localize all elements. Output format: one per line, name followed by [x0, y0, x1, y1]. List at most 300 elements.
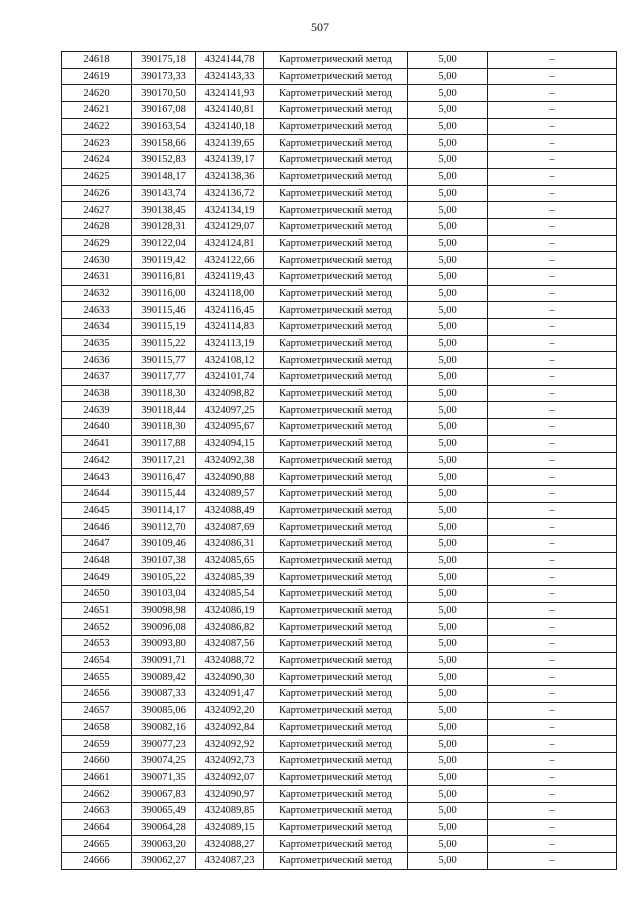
accuracy-cell: 5,00: [408, 786, 488, 803]
accuracy-cell: 5,00: [408, 252, 488, 269]
y-coordinate-cell: 4324092,84: [196, 719, 264, 736]
accuracy-cell: 5,00: [408, 319, 488, 336]
accuracy-cell: 5,00: [408, 502, 488, 519]
accuracy-cell: 5,00: [408, 819, 488, 836]
method-cell: Картометрический метод: [264, 118, 408, 135]
point-number-cell: 24664: [62, 819, 132, 836]
method-cell: Картометрический метод: [264, 602, 408, 619]
x-coordinate-cell: 390115,77: [132, 352, 196, 369]
table-row: [62, 102, 617, 119]
method-cell: Картометрический метод: [264, 168, 408, 185]
accuracy-cell: 5,00: [408, 485, 488, 502]
description-cell: –: [488, 118, 617, 135]
point-number-cell: 24638: [62, 385, 132, 402]
y-coordinate-cell: 4324113,19: [196, 335, 264, 352]
method-cell: Картометрический метод: [264, 319, 408, 336]
x-coordinate-cell: 390138,45: [132, 202, 196, 219]
x-coordinate-cell: 390112,70: [132, 519, 196, 536]
accuracy-cell: 5,00: [408, 52, 488, 69]
accuracy-cell: 5,00: [408, 168, 488, 185]
y-coordinate-cell: 4324138,36: [196, 168, 264, 185]
y-coordinate-cell: 4324086,82: [196, 619, 264, 636]
method-cell: Картометрический метод: [264, 769, 408, 786]
accuracy-cell: 5,00: [408, 569, 488, 586]
point-number-cell: 24651: [62, 602, 132, 619]
x-coordinate-cell: 390065,49: [132, 802, 196, 819]
table-row: [62, 435, 617, 452]
table-row: [62, 636, 617, 653]
description-cell: –: [488, 569, 617, 586]
x-coordinate-cell: 390063,20: [132, 836, 196, 853]
point-number-cell: 24666: [62, 853, 132, 870]
x-coordinate-cell: 390116,81: [132, 268, 196, 285]
description-cell: –: [488, 419, 617, 436]
description-cell: –: [488, 302, 617, 319]
table-row: [62, 619, 617, 636]
table-row: [62, 152, 617, 169]
description-cell: –: [488, 469, 617, 486]
description-cell: –: [488, 385, 617, 402]
accuracy-cell: 5,00: [408, 669, 488, 686]
method-cell: Картометрический метод: [264, 485, 408, 502]
table-row: [62, 485, 617, 502]
accuracy-cell: 5,00: [408, 352, 488, 369]
point-number-cell: 24621: [62, 102, 132, 119]
table-row: [62, 302, 617, 319]
y-coordinate-cell: 4324114,83: [196, 319, 264, 336]
description-cell: –: [488, 268, 617, 285]
description-cell: –: [488, 485, 617, 502]
table-row: [62, 752, 617, 769]
description-cell: –: [488, 752, 617, 769]
method-cell: Картометрический метод: [264, 68, 408, 85]
x-coordinate-cell: 390163,54: [132, 118, 196, 135]
method-cell: Картометрический метод: [264, 652, 408, 669]
accuracy-cell: 5,00: [408, 268, 488, 285]
point-number-cell: 24623: [62, 135, 132, 152]
x-coordinate-cell: 390064,28: [132, 819, 196, 836]
accuracy-cell: 5,00: [408, 135, 488, 152]
description-cell: –: [488, 819, 617, 836]
point-number-cell: 24634: [62, 319, 132, 336]
table-row: [62, 118, 617, 135]
table-row: [62, 335, 617, 352]
x-coordinate-cell: 390114,17: [132, 502, 196, 519]
table-row: [62, 836, 617, 853]
x-coordinate-cell: 390116,47: [132, 469, 196, 486]
point-number-cell: 24653: [62, 636, 132, 653]
accuracy-cell: 5,00: [408, 68, 488, 85]
table-row: [62, 369, 617, 386]
point-number-cell: 24641: [62, 435, 132, 452]
method-cell: Картометрический метод: [264, 85, 408, 102]
table-row: [62, 686, 617, 703]
point-number-cell: 24648: [62, 552, 132, 569]
y-coordinate-cell: 4324116,45: [196, 302, 264, 319]
description-cell: –: [488, 586, 617, 603]
y-coordinate-cell: 4324087,69: [196, 519, 264, 536]
y-coordinate-cell: 4324086,31: [196, 535, 264, 552]
description-cell: –: [488, 252, 617, 269]
x-coordinate-cell: 390115,22: [132, 335, 196, 352]
table-row: [62, 602, 617, 619]
point-number-cell: 24619: [62, 68, 132, 85]
x-coordinate-cell: 390093,80: [132, 636, 196, 653]
point-number-cell: 24627: [62, 202, 132, 219]
x-coordinate-cell: 390115,46: [132, 302, 196, 319]
method-cell: Картометрический метод: [264, 302, 408, 319]
point-number-cell: 24635: [62, 335, 132, 352]
method-cell: Картометрический метод: [264, 235, 408, 252]
table-row: [62, 268, 617, 285]
y-coordinate-cell: 4324129,07: [196, 218, 264, 235]
accuracy-cell: 5,00: [408, 752, 488, 769]
x-coordinate-cell: 390148,17: [132, 168, 196, 185]
method-cell: Картометрический метод: [264, 836, 408, 853]
table-row: [62, 385, 617, 402]
point-number-cell: 24660: [62, 752, 132, 769]
accuracy-cell: 5,00: [408, 802, 488, 819]
accuracy-cell: 5,00: [408, 302, 488, 319]
method-cell: Картометрический метод: [264, 102, 408, 119]
method-cell: Картометрический метод: [264, 586, 408, 603]
accuracy-cell: 5,00: [408, 402, 488, 419]
point-number-cell: 24624: [62, 152, 132, 169]
point-number-cell: 24618: [62, 52, 132, 69]
point-number-cell: 24665: [62, 836, 132, 853]
coordinates-table-body: [62, 52, 617, 870]
accuracy-cell: 5,00: [408, 636, 488, 653]
description-cell: –: [488, 636, 617, 653]
accuracy-cell: 5,00: [408, 385, 488, 402]
description-cell: –: [488, 185, 617, 202]
method-cell: Картометрический метод: [264, 185, 408, 202]
y-coordinate-cell: 4324144,78: [196, 52, 264, 69]
table-row: [62, 319, 617, 336]
method-cell: Картометрический метод: [264, 385, 408, 402]
accuracy-cell: 5,00: [408, 602, 488, 619]
point-number-cell: 24650: [62, 586, 132, 603]
x-coordinate-cell: 390071,35: [132, 769, 196, 786]
description-cell: –: [488, 769, 617, 786]
description-cell: –: [488, 552, 617, 569]
description-cell: –: [488, 202, 617, 219]
y-coordinate-cell: 4324108,12: [196, 352, 264, 369]
accuracy-cell: 5,00: [408, 586, 488, 603]
description-cell: –: [488, 535, 617, 552]
point-number-cell: 24631: [62, 268, 132, 285]
table-row: [62, 235, 617, 252]
y-coordinate-cell: 4324136,72: [196, 185, 264, 202]
x-coordinate-cell: 390105,22: [132, 569, 196, 586]
table-row: [62, 68, 617, 85]
table-row: [62, 185, 617, 202]
y-coordinate-cell: 4324090,97: [196, 786, 264, 803]
accuracy-cell: 5,00: [408, 619, 488, 636]
y-coordinate-cell: 4324141,93: [196, 85, 264, 102]
description-cell: –: [488, 502, 617, 519]
method-cell: Картометрический метод: [264, 719, 408, 736]
y-coordinate-cell: 4324140,81: [196, 102, 264, 119]
x-coordinate-cell: 390119,42: [132, 252, 196, 269]
x-coordinate-cell: 390082,16: [132, 719, 196, 736]
x-coordinate-cell: 390098,98: [132, 602, 196, 619]
point-number-cell: 24633: [62, 302, 132, 319]
y-coordinate-cell: 4324089,15: [196, 819, 264, 836]
description-cell: –: [488, 335, 617, 352]
y-coordinate-cell: 4324088,27: [196, 836, 264, 853]
y-coordinate-cell: 4324089,57: [196, 485, 264, 502]
x-coordinate-cell: 390170,50: [132, 85, 196, 102]
point-number-cell: 24662: [62, 786, 132, 803]
method-cell: Картометрический метод: [264, 369, 408, 386]
accuracy-cell: 5,00: [408, 736, 488, 753]
method-cell: Картометрический метод: [264, 435, 408, 452]
point-number-cell: 24636: [62, 352, 132, 369]
x-coordinate-cell: 390115,19: [132, 319, 196, 336]
description-cell: –: [488, 652, 617, 669]
table-row: [62, 853, 617, 870]
accuracy-cell: 5,00: [408, 218, 488, 235]
accuracy-cell: 5,00: [408, 719, 488, 736]
table-row: [62, 469, 617, 486]
point-number-cell: 24654: [62, 652, 132, 669]
method-cell: Картометрический метод: [264, 52, 408, 69]
description-cell: –: [488, 719, 617, 736]
point-number-cell: 24639: [62, 402, 132, 419]
y-coordinate-cell: 4324087,23: [196, 853, 264, 870]
table-row: [62, 452, 617, 469]
table-row: [62, 419, 617, 436]
method-cell: Картометрический метод: [264, 619, 408, 636]
y-coordinate-cell: 4324122,66: [196, 252, 264, 269]
accuracy-cell: 5,00: [408, 535, 488, 552]
method-cell: Картометрический метод: [264, 252, 408, 269]
table-row: [62, 552, 617, 569]
table-row: [62, 168, 617, 185]
method-cell: Картометрический метод: [264, 402, 408, 419]
point-number-cell: 24637: [62, 369, 132, 386]
point-number-cell: 24622: [62, 118, 132, 135]
point-number-cell: 24629: [62, 235, 132, 252]
description-cell: –: [488, 168, 617, 185]
point-number-cell: 24661: [62, 769, 132, 786]
method-cell: Картометрический метод: [264, 535, 408, 552]
x-coordinate-cell: 390173,33: [132, 68, 196, 85]
point-number-cell: 24657: [62, 702, 132, 719]
accuracy-cell: 5,00: [408, 102, 488, 119]
point-number-cell: 24642: [62, 452, 132, 469]
y-coordinate-cell: 4324085,54: [196, 586, 264, 603]
method-cell: Картометрический метод: [264, 802, 408, 819]
x-coordinate-cell: 390143,74: [132, 185, 196, 202]
y-coordinate-cell: 4324092,92: [196, 736, 264, 753]
method-cell: Картометрический метод: [264, 202, 408, 219]
description-cell: –: [488, 669, 617, 686]
x-coordinate-cell: 390122,04: [132, 235, 196, 252]
y-coordinate-cell: 4324092,38: [196, 452, 264, 469]
x-coordinate-cell: 390096,08: [132, 619, 196, 636]
x-coordinate-cell: 390109,46: [132, 535, 196, 552]
y-coordinate-cell: 4324101,74: [196, 369, 264, 386]
accuracy-cell: 5,00: [408, 152, 488, 169]
description-cell: –: [488, 786, 617, 803]
y-coordinate-cell: 4324088,72: [196, 652, 264, 669]
description-cell: –: [488, 102, 617, 119]
x-coordinate-cell: 390087,33: [132, 686, 196, 703]
point-number-cell: 24628: [62, 218, 132, 235]
description-cell: –: [488, 736, 617, 753]
method-cell: Картометрический метод: [264, 853, 408, 870]
x-coordinate-cell: 390116,00: [132, 285, 196, 302]
x-coordinate-cell: 390117,88: [132, 435, 196, 452]
accuracy-cell: 5,00: [408, 118, 488, 135]
x-coordinate-cell: 390158,66: [132, 135, 196, 152]
accuracy-cell: 5,00: [408, 552, 488, 569]
description-cell: –: [488, 452, 617, 469]
x-coordinate-cell: 390152,83: [132, 152, 196, 169]
x-coordinate-cell: 390175,18: [132, 52, 196, 69]
description-cell: –: [488, 836, 617, 853]
accuracy-cell: 5,00: [408, 202, 488, 219]
accuracy-cell: 5,00: [408, 836, 488, 853]
description-cell: –: [488, 319, 617, 336]
point-number-cell: 24649: [62, 569, 132, 586]
method-cell: Картометрический метод: [264, 152, 408, 169]
y-coordinate-cell: 4324143,33: [196, 68, 264, 85]
x-coordinate-cell: 390089,42: [132, 669, 196, 686]
accuracy-cell: 5,00: [408, 85, 488, 102]
x-coordinate-cell: 390062,27: [132, 853, 196, 870]
table-row: [62, 569, 617, 586]
y-coordinate-cell: 4324095,67: [196, 419, 264, 436]
point-number-cell: 24656: [62, 686, 132, 703]
table-row: [62, 736, 617, 753]
table-row: [62, 802, 617, 819]
x-coordinate-cell: 390167,08: [132, 102, 196, 119]
description-cell: –: [488, 135, 617, 152]
description-cell: –: [488, 802, 617, 819]
table-row: [62, 702, 617, 719]
y-coordinate-cell: 4324088,49: [196, 502, 264, 519]
x-coordinate-cell: 390117,21: [132, 452, 196, 469]
y-coordinate-cell: 4324090,30: [196, 669, 264, 686]
method-cell: Картометрический метод: [264, 285, 408, 302]
point-number-cell: 24643: [62, 469, 132, 486]
accuracy-cell: 5,00: [408, 452, 488, 469]
method-cell: Картометрический метод: [264, 752, 408, 769]
point-number-cell: 24646: [62, 519, 132, 536]
description-cell: –: [488, 519, 617, 536]
y-coordinate-cell: 4324087,56: [196, 636, 264, 653]
point-number-cell: 24647: [62, 535, 132, 552]
method-cell: Картометрический метод: [264, 569, 408, 586]
method-cell: Картометрический метод: [264, 502, 408, 519]
x-coordinate-cell: 390118,30: [132, 385, 196, 402]
point-number-cell: 24625: [62, 168, 132, 185]
method-cell: Картометрический метод: [264, 469, 408, 486]
description-cell: –: [488, 686, 617, 703]
accuracy-cell: 5,00: [408, 652, 488, 669]
point-number-cell: 24659: [62, 736, 132, 753]
description-cell: –: [488, 853, 617, 870]
point-number-cell: 24632: [62, 285, 132, 302]
table-row: [62, 586, 617, 603]
method-cell: Картометрический метод: [264, 268, 408, 285]
description-cell: –: [488, 52, 617, 69]
table-row: [62, 769, 617, 786]
y-coordinate-cell: 4324086,19: [196, 602, 264, 619]
accuracy-cell: 5,00: [408, 419, 488, 436]
y-coordinate-cell: 4324097,25: [196, 402, 264, 419]
x-coordinate-cell: 390067,83: [132, 786, 196, 803]
description-cell: –: [488, 619, 617, 636]
method-cell: Картометрический метод: [264, 335, 408, 352]
accuracy-cell: 5,00: [408, 369, 488, 386]
point-number-cell: 24663: [62, 802, 132, 819]
table-row: [62, 52, 617, 69]
y-coordinate-cell: 4324089,85: [196, 802, 264, 819]
y-coordinate-cell: 4324085,39: [196, 569, 264, 586]
point-number-cell: 24640: [62, 419, 132, 436]
description-cell: –: [488, 85, 617, 102]
description-cell: –: [488, 435, 617, 452]
y-coordinate-cell: 4324094,15: [196, 435, 264, 452]
table-row: [62, 819, 617, 836]
accuracy-cell: 5,00: [408, 853, 488, 870]
description-cell: –: [488, 369, 617, 386]
method-cell: Картометрический метод: [264, 352, 408, 369]
y-coordinate-cell: 4324085,65: [196, 552, 264, 569]
table-row: [62, 352, 617, 369]
x-coordinate-cell: 390118,30: [132, 419, 196, 436]
method-cell: Картометрический метод: [264, 452, 408, 469]
y-coordinate-cell: 4324139,17: [196, 152, 264, 169]
accuracy-cell: 5,00: [408, 469, 488, 486]
method-cell: Картометрический метод: [264, 702, 408, 719]
method-cell: Картометрический метод: [264, 419, 408, 436]
x-coordinate-cell: 390107,38: [132, 552, 196, 569]
accuracy-cell: 5,00: [408, 702, 488, 719]
method-cell: Картометрический метод: [264, 786, 408, 803]
y-coordinate-cell: 4324124,81: [196, 235, 264, 252]
accuracy-cell: 5,00: [408, 435, 488, 452]
table-row: [62, 402, 617, 419]
x-coordinate-cell: 390077,23: [132, 736, 196, 753]
method-cell: Картометрический метод: [264, 135, 408, 152]
point-number-cell: 24644: [62, 485, 132, 502]
description-cell: –: [488, 218, 617, 235]
point-number-cell: 24652: [62, 619, 132, 636]
table-row: [62, 218, 617, 235]
description-cell: –: [488, 702, 617, 719]
x-coordinate-cell: 390128,31: [132, 218, 196, 235]
method-cell: Картометрический метод: [264, 218, 408, 235]
y-coordinate-cell: 4324140,18: [196, 118, 264, 135]
x-coordinate-cell: 390115,44: [132, 485, 196, 502]
accuracy-cell: 5,00: [408, 285, 488, 302]
table-row: [62, 669, 617, 686]
description-cell: –: [488, 352, 617, 369]
point-number-cell: 24655: [62, 669, 132, 686]
table-row: [62, 202, 617, 219]
x-coordinate-cell: 390117,77: [132, 369, 196, 386]
table-row: [62, 285, 617, 302]
y-coordinate-cell: 4324139,65: [196, 135, 264, 152]
method-cell: Картометрический метод: [264, 736, 408, 753]
y-coordinate-cell: 4324098,82: [196, 385, 264, 402]
y-coordinate-cell: 4324090,88: [196, 469, 264, 486]
